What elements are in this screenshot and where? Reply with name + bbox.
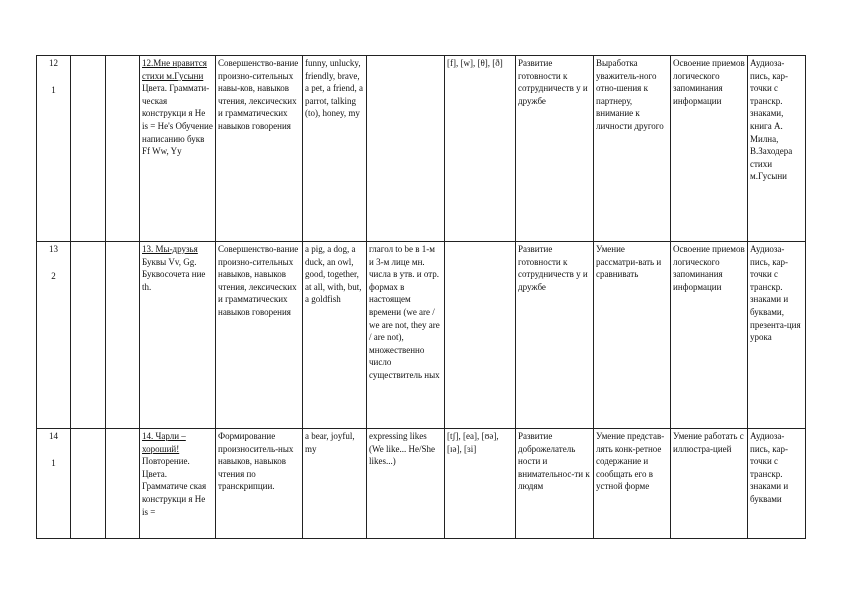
date-cell	[71, 242, 106, 429]
lesson-subnumber: 1	[51, 457, 56, 468]
table-row	[37, 429, 806, 539]
lesson-title: 12.Мне нравится стихи м.Гусыни	[142, 58, 207, 81]
date-fact-cell	[106, 56, 140, 242]
cognitive-outcomes-cell: Освоение приемов логического запоминания информации	[671, 56, 748, 242]
lesson-number-cell	[37, 429, 71, 539]
lesson-plan-table	[36, 55, 806, 539]
grammar-cell: expressing likes (We like... He/She likes...)	[367, 429, 445, 539]
grammar-cell: глагол to be в 1-м и 3-м лице мн. числа в утв. и отр. формах в настоящем времени (we are / we are not, they are / are not), множественно число существитель ных	[367, 242, 445, 429]
date-cell	[71, 429, 106, 539]
lesson-title: 14. Чарли – хороший!	[142, 431, 186, 454]
vocabulary-cell: funny, unlucky, friendly, brave, a pet, a friend, a parrot, talking (to), honey, my	[303, 56, 367, 242]
vocabulary-cell: a bear, joyful, my	[303, 429, 367, 539]
cognitive-outcomes-cell: Умение работать с иллюстра-цией	[671, 429, 748, 539]
lesson-topic-details: Буквы Vv, Gg. Буквосочета ние th.	[142, 256, 206, 292]
lesson-topic-cell	[140, 56, 216, 242]
grammar-cell	[367, 56, 445, 242]
lesson-number: 12	[49, 58, 58, 68]
skills-cell: Совершенство-вание произно-сительных навы-ков, навыков чтения, лексических и грамматических навыков говорения	[216, 56, 303, 242]
lesson-topic-cell	[140, 429, 216, 539]
personal-outcomes-cell: Развитие доброжелатель ности и внимательнос-ти к людям	[516, 429, 594, 539]
lesson-topic-details: Цвета. Граммати-ческая конструкци я He is = He's Обучение написанию букв Ff Ww, Yy	[142, 83, 213, 157]
regulative-outcomes-cell: Умение рассматри-вать и сравнивать	[594, 242, 671, 429]
personal-outcomes-cell: Развитие готовности к сотрудничеств у и дружбе	[516, 56, 594, 242]
lesson-number: 13	[49, 244, 58, 254]
materials-cell: Аудиоза-пись, кар-точки с транскр. знаками и буквами	[748, 429, 806, 539]
skills-cell: Формирование произноситель-ных навыков, навыков чтения по транскрипции.	[216, 429, 303, 539]
cognitive-outcomes-cell: Освоение приемов логического запоминания информации	[671, 242, 748, 429]
date-fact-cell	[106, 429, 140, 539]
table-row	[37, 56, 806, 242]
vocabulary-cell: a pig, a dog, a duck, an owl, good, together, at all, with, but, a goldfish	[303, 242, 367, 429]
lesson-topic-details: Повторение. Цвета. Грамматиче ская конструкци я He is =	[142, 456, 207, 517]
lesson-topic-cell	[140, 242, 216, 429]
phonetics-cell: [tʃ], [ea], [ʊə], [ɪə], [ɜi]	[445, 429, 516, 539]
phonetics-cell: [f], [w], [θ], [ð]	[445, 56, 516, 242]
date-cell	[71, 56, 106, 242]
skills-cell: Совершенство-вание произно-сительных навыков, навыков чтения, лексических и грамматических навыков говорения	[216, 242, 303, 429]
regulative-outcomes-cell: Умение представ-лять конк-ретное содержание и сообщать его в устной форме	[594, 429, 671, 539]
regulative-outcomes-cell: Выработка уважитель-ного отно-шения к партнеру, внимание к личности другого	[594, 56, 671, 242]
materials-cell: Аудиоза-пись, кар-точки с транскр. знаками, книга А. Милна, В.Заходера стихи м.Гусыни	[748, 56, 806, 242]
lesson-subnumber: 2	[51, 270, 56, 281]
lesson-number-cell	[37, 56, 71, 242]
materials-cell: Аудиоза-пись, кар-точки с транскр. знаками и буквами, презента-ция урока	[748, 242, 806, 429]
personal-outcomes-cell: Развитие готовности к сотрудничеств у и дружбе	[516, 242, 594, 429]
lesson-number: 14	[49, 431, 58, 441]
phonetics-cell	[445, 242, 516, 429]
table-row	[37, 242, 806, 429]
lesson-subnumber: 1	[51, 84, 56, 95]
date-fact-cell	[106, 242, 140, 429]
lesson-number-cell	[37, 242, 71, 429]
lesson-title: 13. Мы-друзья	[142, 244, 198, 254]
